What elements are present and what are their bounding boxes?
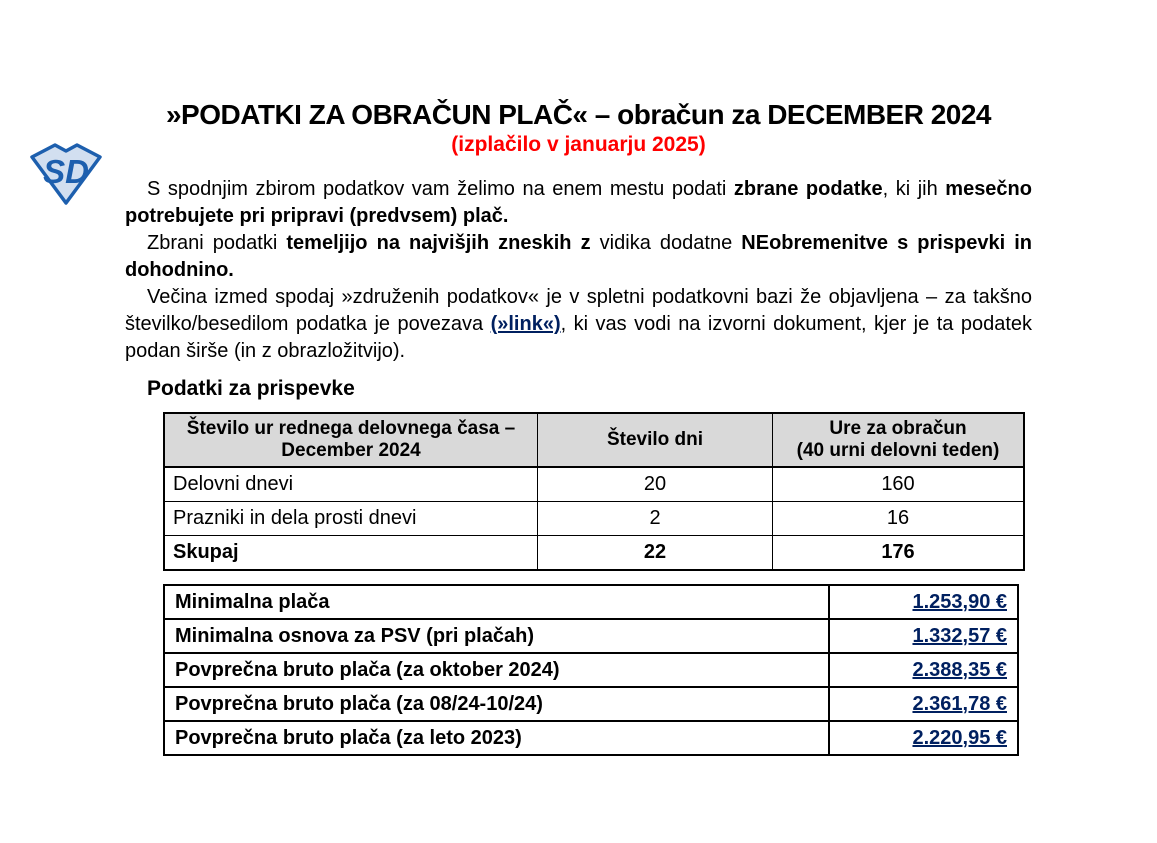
document-page bbox=[0, 100, 1157, 756]
header-cell-hours bbox=[773, 413, 1025, 467]
amount-cell bbox=[829, 619, 1018, 653]
section-heading-prispevki: Podatki za prispevke bbox=[147, 377, 355, 400]
paragraph-1 bbox=[125, 176, 1032, 230]
header-line: December 2024 bbox=[281, 440, 421, 461]
hours-value: 160 bbox=[773, 467, 1025, 502]
header-line: Število ur rednega delovnega časa – bbox=[186, 418, 516, 439]
header-cell-hours-description bbox=[164, 413, 538, 467]
company-logo bbox=[28, 140, 104, 206]
days-value: 22 bbox=[538, 536, 773, 571]
header-line: (40 urni delovni teden) bbox=[796, 440, 1000, 461]
amounts-row-bruto-oktober-2024 bbox=[164, 653, 1018, 687]
amount-cell bbox=[829, 721, 1018, 755]
paragraph-text: Zbrani podatki bbox=[147, 232, 287, 254]
link-anchor[interactable]: (»link«) bbox=[490, 313, 561, 335]
row-label: Skupaj bbox=[164, 536, 538, 571]
paragraph-text: , ki vas vodi na izvorni dokument, kjer je ta podatek podan širše (in z obrazložitvijo). bbox=[125, 313, 1033, 362]
amounts-row-bruto-0824-1024 bbox=[164, 687, 1018, 721]
paragraph-text: , ki jih bbox=[882, 178, 946, 200]
amount-label: Minimalna osnova za PSV (pri plačah) bbox=[164, 619, 829, 653]
amount-link[interactable]: 2.220,95 € bbox=[912, 726, 1007, 749]
amount-link[interactable]: 1.332,57 € bbox=[912, 624, 1007, 647]
paragraph-2 bbox=[125, 230, 1032, 284]
paragraph-text: S spodnjim zbirom podatkov vam želimo na enem mestu podati bbox=[147, 178, 734, 200]
amounts-row-bruto-leto-2023 bbox=[164, 721, 1018, 755]
days-value: 2 bbox=[538, 502, 773, 536]
hours-table-row-skupaj bbox=[164, 536, 1024, 571]
paragraph-text: Večina izmed spodaj »združenih podatkov« je v spletni podatkovni bazi že objavljena – za takšno številko/besedilom podatka je povezava bbox=[125, 286, 1032, 335]
hours-table-header-row bbox=[164, 413, 1024, 467]
amounts-row-minimalna-osnova-psv bbox=[164, 619, 1018, 653]
hours-table bbox=[163, 412, 1025, 571]
row-label: Prazniki in dela prosti dnevi bbox=[164, 502, 538, 536]
logo-letters: SD bbox=[43, 153, 89, 190]
header-line: Ure za obračun bbox=[829, 418, 967, 439]
amount-link[interactable]: 2.388,35 € bbox=[912, 658, 1007, 681]
page-title: »PODATKI ZA OBRAČUN PLAČ« – obračun za DECEMBER 2024 bbox=[165, 99, 992, 130]
hours-table-row-delovni-dnevi bbox=[164, 467, 1024, 502]
amount-link[interactable]: 2.361,78 € bbox=[912, 692, 1007, 715]
header-cell-days: Število dni bbox=[538, 413, 773, 467]
amount-label: Povprečna bruto plača (za oktober 2024) bbox=[164, 653, 829, 687]
paragraph-bold-text: zbrane podatke bbox=[733, 178, 883, 200]
hours-value: 16 bbox=[773, 502, 1025, 536]
hours-value: 176 bbox=[773, 536, 1025, 571]
amounts-row-minimalna-placa bbox=[164, 585, 1018, 619]
paragraph-bold-text: NEobremenitve s prispevki in dohodnino. bbox=[125, 232, 1032, 281]
days-value: 20 bbox=[538, 467, 773, 502]
row-label: Delovni dnevi bbox=[164, 467, 538, 502]
intro-text bbox=[125, 176, 1032, 365]
paragraph-bold-text: temeljijo na najvišjih zneskih z bbox=[286, 232, 591, 254]
paragraph-text: vidika dodatne bbox=[590, 232, 742, 254]
amount-label: Povprečna bruto plača (za 08/24-10/24) bbox=[164, 687, 829, 721]
paragraph-3 bbox=[125, 284, 1032, 365]
amount-cell bbox=[829, 687, 1018, 721]
payout-subtitle: (izplačilo v januarju 2025) bbox=[451, 133, 706, 156]
amount-label: Minimalna plača bbox=[164, 585, 829, 619]
amounts-table bbox=[163, 584, 1019, 756]
amount-cell bbox=[829, 653, 1018, 687]
paragraph-bold-text: mesečno potrebujete pri pripravi (predvsem) plač. bbox=[125, 178, 1032, 227]
sd-shield-icon bbox=[28, 140, 104, 206]
amount-cell bbox=[829, 585, 1018, 619]
amount-link[interactable]: 1.253,90 € bbox=[912, 590, 1007, 613]
document-body bbox=[0, 100, 1157, 756]
amount-label: Povprečna bruto plača (za leto 2023) bbox=[164, 721, 829, 755]
hours-table-row-prazniki bbox=[164, 502, 1024, 536]
